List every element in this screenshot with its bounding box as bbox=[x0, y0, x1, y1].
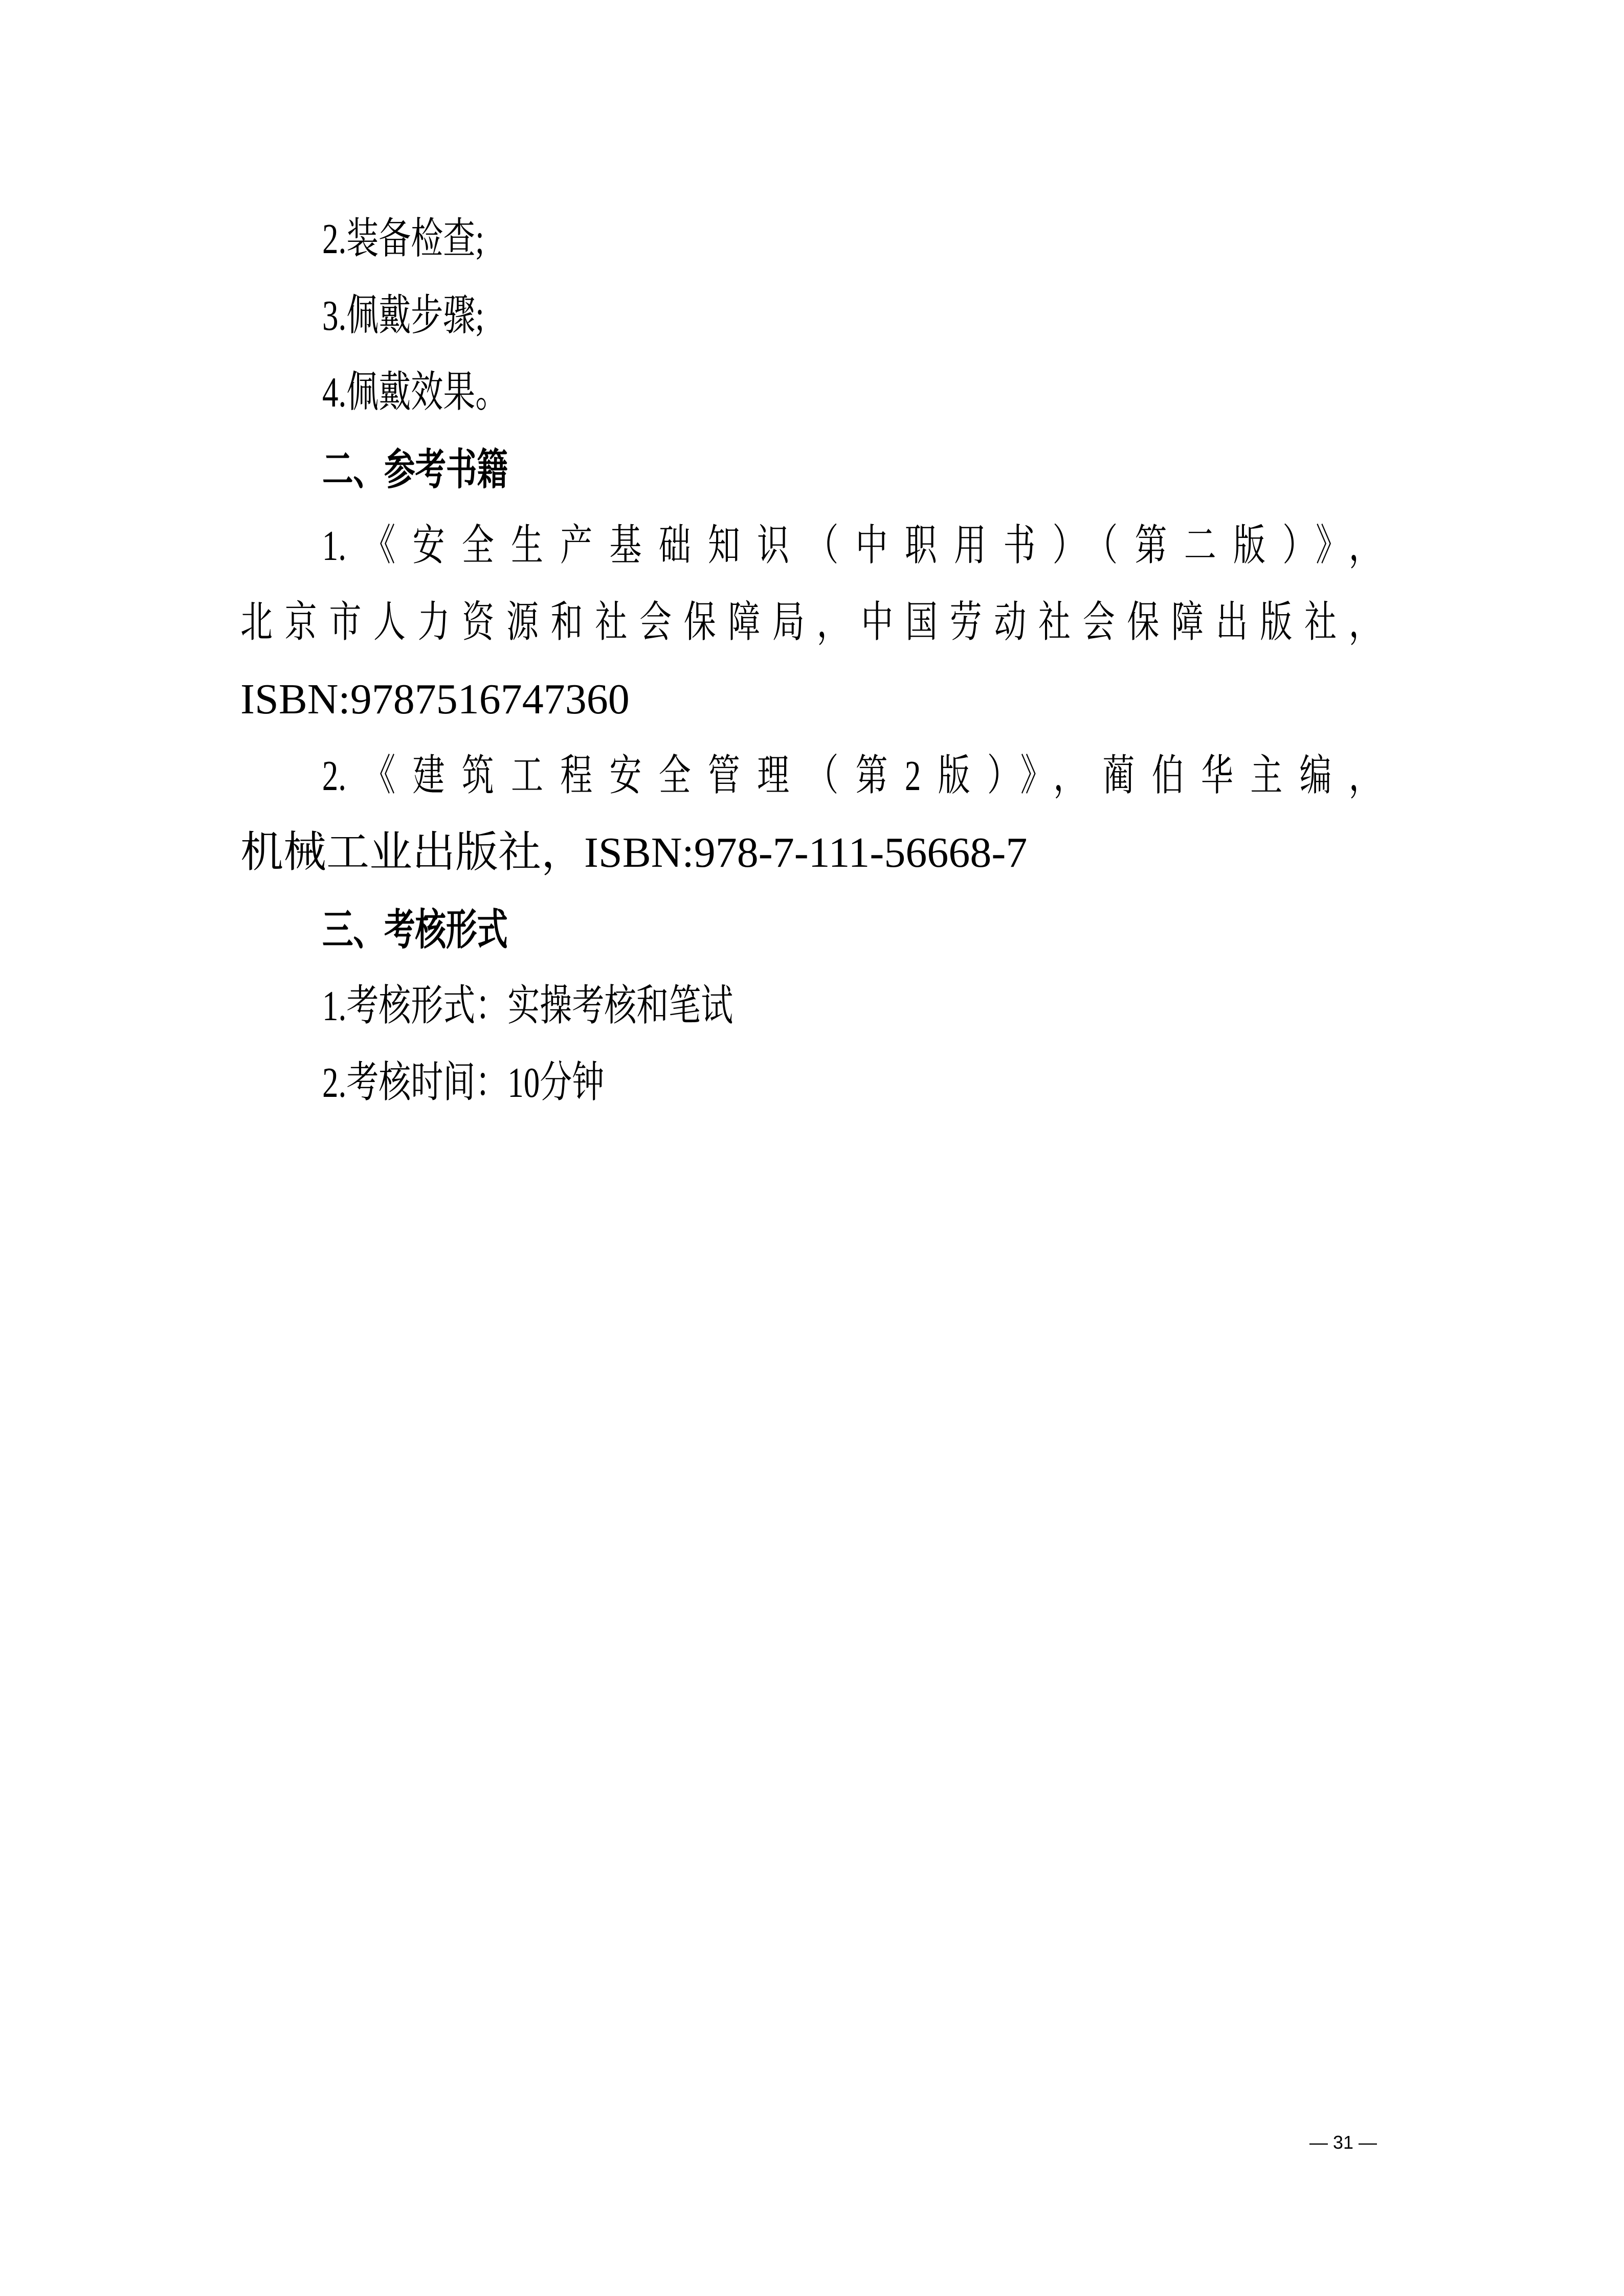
procedure-item-4 bbox=[322, 371, 569, 414]
book1-title-line bbox=[240, 522, 1624, 570]
assessment-form-item bbox=[322, 982, 870, 1030]
procedure-item-2 bbox=[322, 215, 538, 263]
book2-publisher-isbn-line bbox=[240, 831, 1027, 874]
book2-title-text: 2.《建筑工程安全管理（第2版）》，蔺伯华主编， bbox=[322, 752, 1381, 800]
assessment-time-item bbox=[322, 1059, 698, 1107]
section-heading-assessment-text: 三、考核形式 bbox=[322, 906, 508, 954]
procedure-item-3-text: 3.佩戴步骤; bbox=[322, 292, 484, 340]
page-number: — 31 — bbox=[1309, 2132, 1377, 2153]
assessment-form-item-text: 1.考核形式：实操考核和笔试 bbox=[322, 982, 733, 1030]
section-heading-assessment bbox=[322, 908, 580, 952]
book1-isbn-line bbox=[240, 678, 630, 721]
section-heading-reference-books-text: 二、参考书籍 bbox=[322, 445, 508, 493]
assessment-time-item-text: 2.考核时间：10分钟 bbox=[322, 1059, 605, 1107]
book2-publisher-isbn-text: 机械工业出版社，ISBN:978-7-111-56668-7 bbox=[240, 829, 1028, 876]
book1-publisher-line bbox=[240, 601, 1624, 644]
procedure-item-3 bbox=[322, 292, 538, 340]
section-heading-reference-books bbox=[322, 445, 580, 493]
book1-isbn-text: ISBN:9787516747360 bbox=[240, 676, 630, 723]
book1-publisher-text: 北京市人力资源和社会保障局，中国劳动社会保障出版社， bbox=[240, 599, 1381, 646]
book2-title-line bbox=[240, 752, 1624, 800]
procedure-item-2-text: 2.装备检查; bbox=[322, 215, 484, 263]
procedure-item-4-text: 4.佩戴效果。 bbox=[322, 369, 508, 416]
book1-title-text: 1.《安全生产基础知识（中职用书）（第二版）》， bbox=[322, 522, 1381, 570]
